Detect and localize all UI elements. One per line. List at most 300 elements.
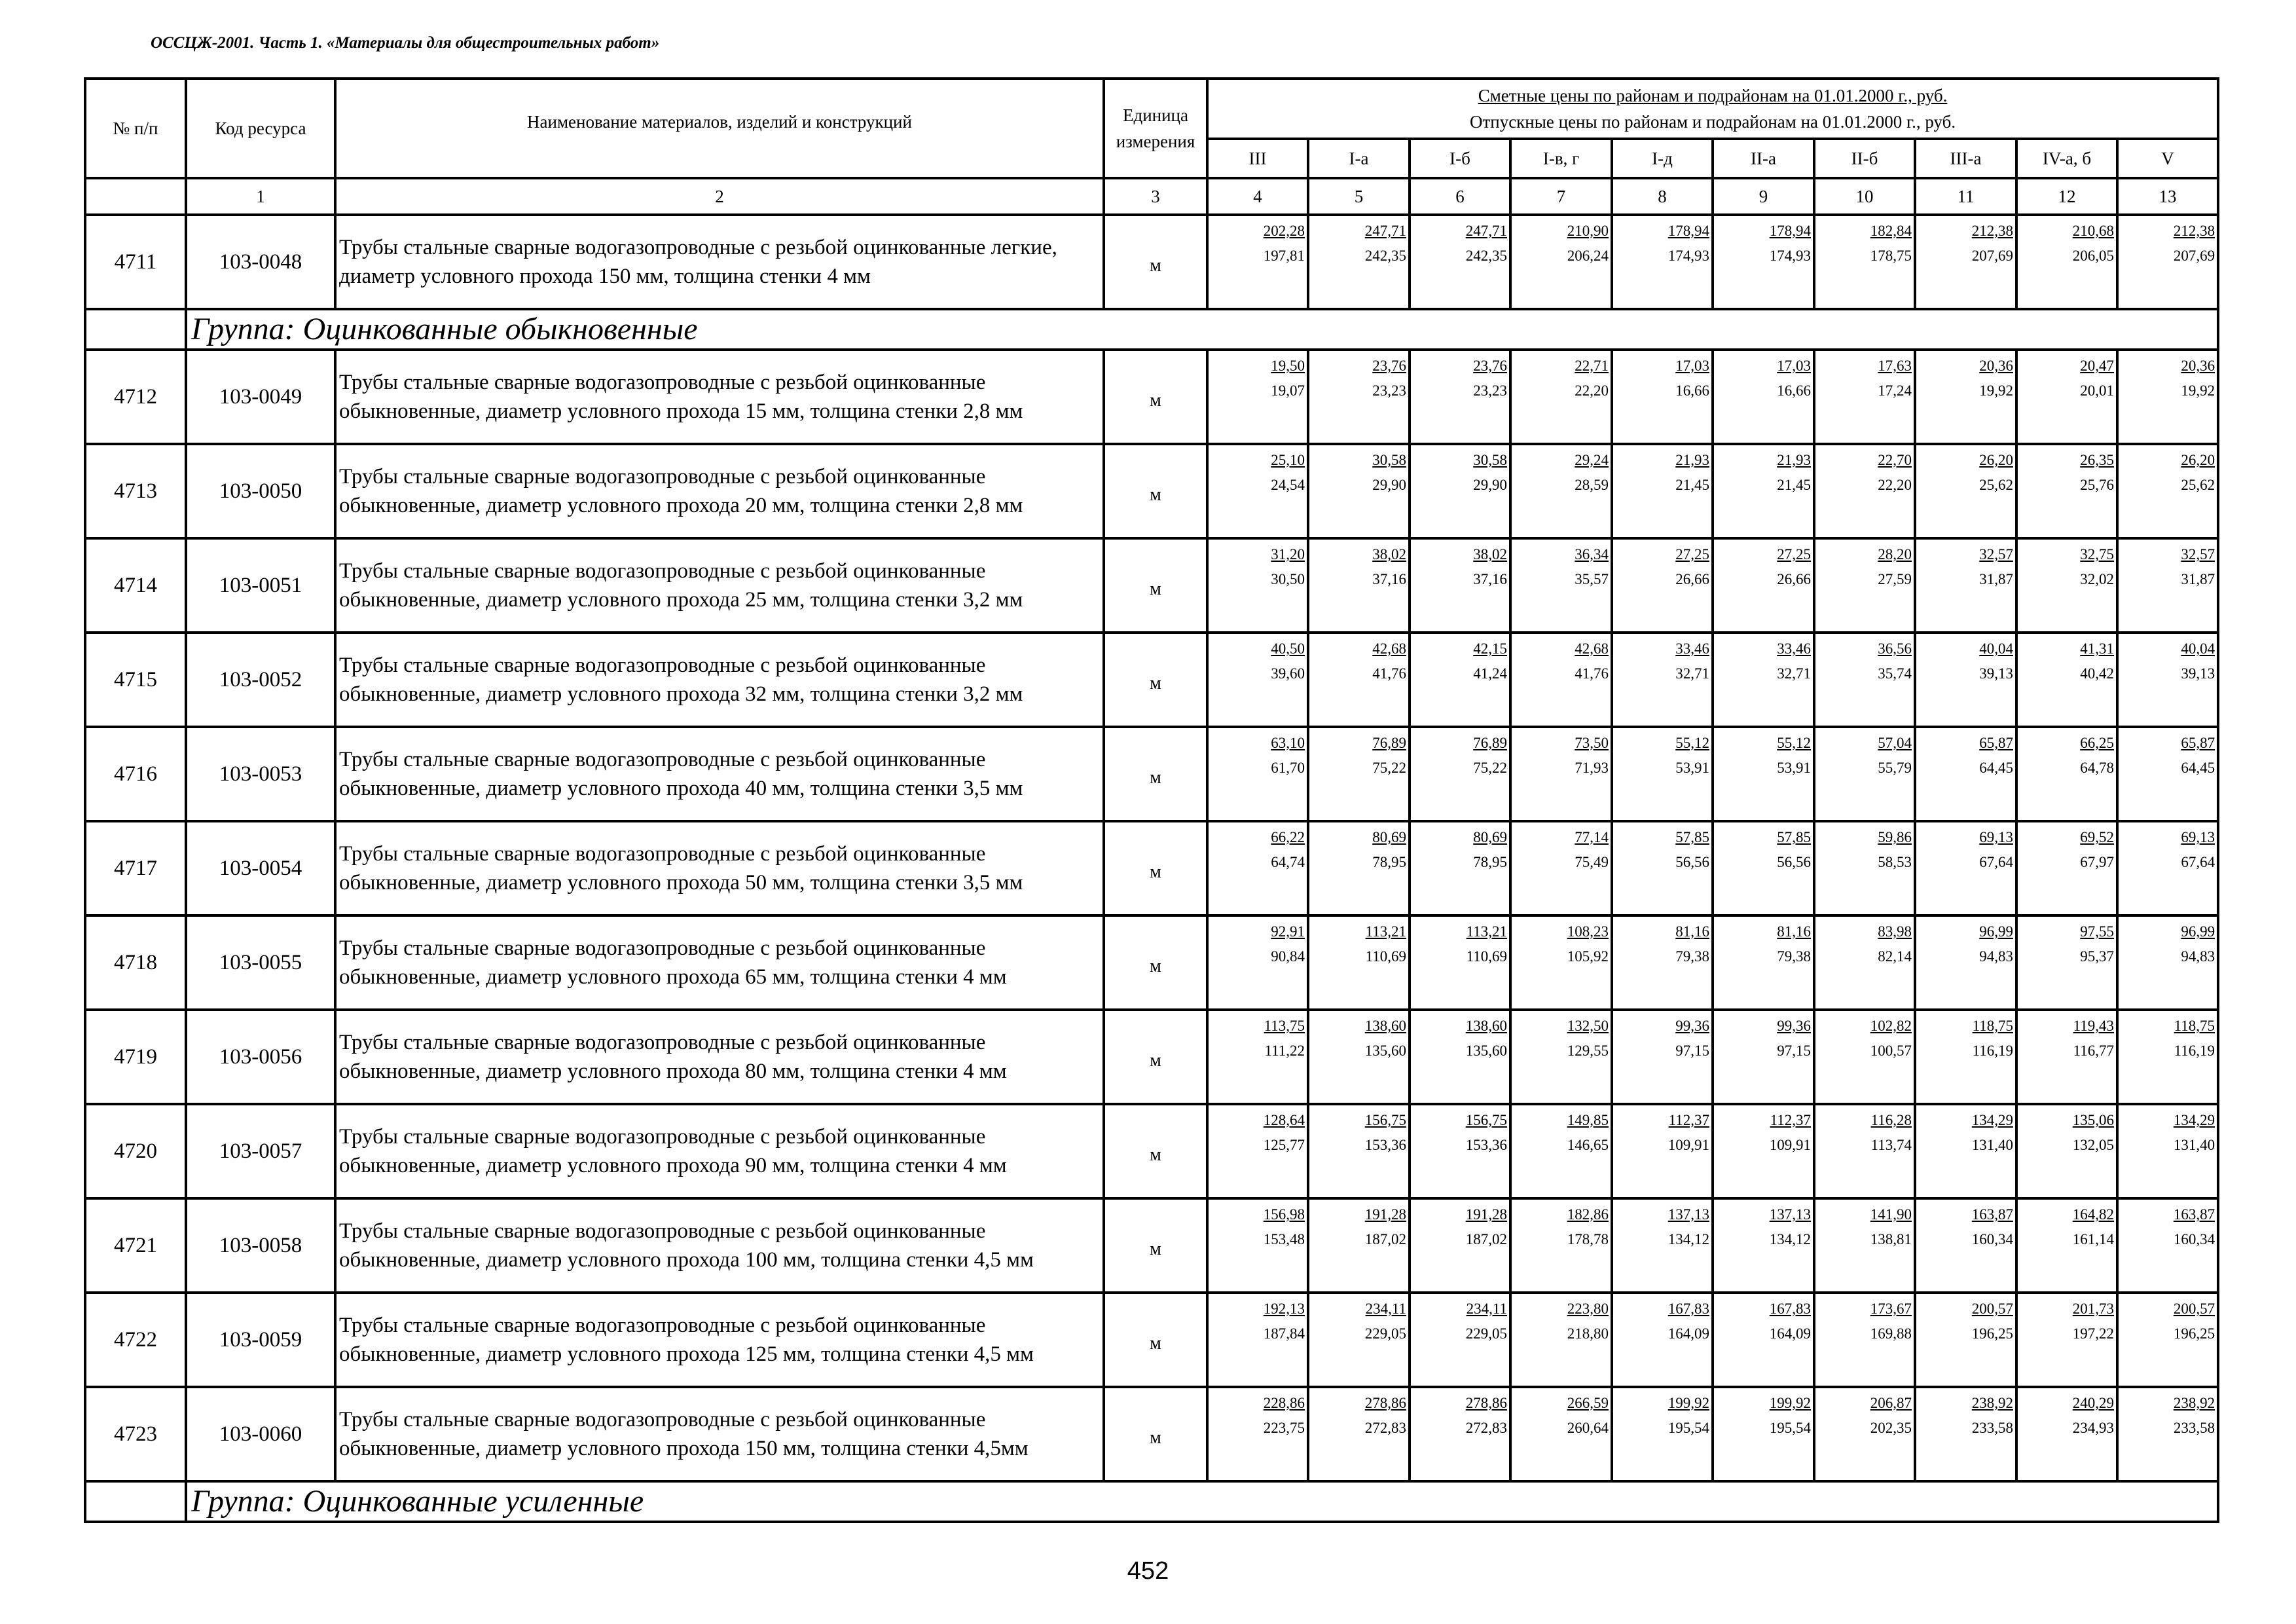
district-header: II-а <box>1713 139 1814 178</box>
release-price: 53,91 <box>1675 760 1709 776</box>
price-cell <box>2117 444 2218 538</box>
estimate-price: 57,85 <box>1675 829 1709 845</box>
price-cell <box>1814 1010 1915 1104</box>
row-number: 4714 <box>85 538 186 633</box>
material-name: Трубы стальные сварные водогазопроводные с резьбой оцинкованные обыкновенные, диаметр условного прохода 100 мм, толщина стенки 4,5 мм <box>335 1198 1104 1293</box>
release-price: 95,37 <box>2080 948 2114 965</box>
estimate-price: 192,13 <box>1263 1301 1305 1317</box>
estimate-price: 17,63 <box>1878 358 1912 374</box>
column-number: 5 <box>1308 178 1410 215</box>
release-price: 26,66 <box>1777 571 1811 587</box>
estimate-price: 25,10 <box>1271 452 1305 468</box>
estimate-price: 200,57 <box>1971 1301 2013 1317</box>
price-cell <box>1410 633 1510 727</box>
release-price: 22,20 <box>1878 477 1912 493</box>
release-price: 37,16 <box>1473 571 1507 587</box>
price-cell <box>2016 915 2117 1010</box>
release-price: 153,36 <box>1364 1137 1406 1153</box>
estimate-price: 81,16 <box>1675 923 1709 940</box>
release-price: 67,97 <box>2080 854 2114 870</box>
district-header: I-в, г <box>1510 139 1612 178</box>
estimate-price: 238,92 <box>2173 1395 2215 1411</box>
release-price: 113,74 <box>1870 1137 1912 1153</box>
estimate-price: 156,75 <box>1364 1112 1406 1128</box>
release-price: 20,01 <box>2080 382 2114 399</box>
price-cell <box>1207 538 1308 633</box>
resource-code: 103-0056 <box>186 1010 335 1104</box>
release-price: 35,74 <box>1878 665 1912 682</box>
price-cell <box>1207 215 1308 309</box>
row-number: 4722 <box>85 1293 186 1387</box>
material-name: Трубы стальные сварные водогазопроводные с резьбой оцинкованные обыкновенные, диаметр условного прохода 20 мм, толщина стенки 2,8 мм <box>335 444 1104 538</box>
price-cell <box>1207 1104 1308 1198</box>
price-cell <box>1410 215 1510 309</box>
release-price: 41,76 <box>1575 665 1609 682</box>
estimate-price: 278,86 <box>1465 1395 1507 1411</box>
estimate-price: 59,86 <box>1878 829 1912 845</box>
price-cell <box>1915 350 2016 444</box>
estimate-price: 22,71 <box>1575 358 1609 374</box>
price-cell <box>1510 350 1612 444</box>
material-name: Трубы стальные сварные водогазопроводные с резьбой оцинкованные обыкновенные, диаметр условного прохода 25 мм, толщина стенки 3,2 мм <box>335 538 1104 633</box>
estimate-price: 30,58 <box>1473 452 1507 468</box>
estimate-price: 167,83 <box>1769 1301 1811 1317</box>
unit-cell: м <box>1104 1198 1207 1293</box>
release-price: 97,15 <box>1675 1043 1709 1059</box>
price-cell <box>2016 1387 2117 1481</box>
price-cell <box>1713 444 1814 538</box>
price-cell <box>1308 1104 1410 1198</box>
release-price: 97,15 <box>1777 1043 1811 1059</box>
estimate-price: 247,71 <box>1465 223 1507 239</box>
resource-code: 103-0053 <box>186 727 335 821</box>
price-cell <box>1308 1387 1410 1481</box>
release-price: 187,84 <box>1263 1325 1305 1342</box>
estimate-price: 76,89 <box>1372 735 1406 751</box>
table-row <box>85 350 2218 444</box>
release-price: 160,34 <box>2173 1231 2215 1247</box>
district-header: IV-а, б <box>2016 139 2117 178</box>
price-cell <box>2117 915 2218 1010</box>
estimate-price: 238,92 <box>1971 1395 2013 1411</box>
estimate-price: 65,87 <box>2181 735 2215 751</box>
release-price: 272,83 <box>1364 1420 1406 1436</box>
release-price: 110,69 <box>1365 948 1406 965</box>
estimate-price: 173,67 <box>1870 1301 1912 1317</box>
estimate-price: 178,94 <box>1769 223 1811 239</box>
release-price: 242,35 <box>1465 248 1507 264</box>
release-price: 196,25 <box>1971 1325 2013 1342</box>
price-cell <box>1207 1010 1308 1104</box>
district-header: III-а <box>1915 139 2016 178</box>
release-price: 55,79 <box>1878 760 1912 776</box>
estimate-price: 191,28 <box>1364 1206 1406 1223</box>
release-price: 28,59 <box>1575 477 1609 493</box>
estimate-price: 134,29 <box>1971 1112 2013 1128</box>
table-row <box>85 1104 2218 1198</box>
estimate-price: 28,20 <box>1878 546 1912 563</box>
estimate-price: 42,68 <box>1575 640 1609 657</box>
col-header-prices <box>1207 79 2218 139</box>
estimate-price: 26,20 <box>2181 452 2215 468</box>
estimate-price: 116,28 <box>1870 1112 1912 1128</box>
price-cell <box>1612 821 1713 915</box>
table-row <box>85 1010 2218 1104</box>
release-price: 79,38 <box>1777 948 1811 965</box>
price-cell <box>1510 444 1612 538</box>
district-header: V <box>2117 139 2218 178</box>
estimate-price: 36,56 <box>1878 640 1912 657</box>
price-cell <box>1612 915 1713 1010</box>
release-price: 39,60 <box>1271 665 1305 682</box>
estimate-price: 141,90 <box>1870 1206 1912 1223</box>
price-cell <box>2117 1198 2218 1293</box>
price-cell <box>1410 727 1510 821</box>
release-price: 229,05 <box>1364 1325 1406 1342</box>
price-cell <box>2117 215 2218 309</box>
release-price: 116,19 <box>1972 1043 2013 1059</box>
estimate-price: 182,86 <box>1567 1206 1609 1223</box>
group-row <box>85 309 2218 350</box>
price-cell <box>2016 1104 2117 1198</box>
estimate-price: 81,16 <box>1777 923 1811 940</box>
price-cell <box>1510 821 1612 915</box>
estimate-price: 163,87 <box>1971 1206 2013 1223</box>
column-number: 13 <box>2117 178 2218 215</box>
release-price: 58,53 <box>1878 854 1912 870</box>
estimate-price: 20,47 <box>2080 358 2114 374</box>
price-cell <box>2117 633 2218 727</box>
estimate-price: 65,87 <box>1979 735 2013 751</box>
price-cell <box>2016 821 2117 915</box>
price-cell <box>1915 1104 2016 1198</box>
unit-cell: м <box>1104 215 1207 309</box>
price-cell <box>1814 727 1915 821</box>
row-number: 4721 <box>85 1198 186 1293</box>
release-price: 25,62 <box>2181 477 2215 493</box>
price-cell <box>1612 444 1713 538</box>
price-cell <box>1410 350 1510 444</box>
estimate-price: 83,98 <box>1878 923 1912 940</box>
material-name: Трубы стальные сварные водогазопроводные с резьбой оцинкованные обыкновенные, диаметр условного прохода 150 мм, толщина стенки 4,5мм <box>335 1387 1104 1481</box>
estimate-price: 132,50 <box>1567 1018 1609 1034</box>
resource-code: 103-0059 <box>186 1293 335 1387</box>
resource-code: 103-0055 <box>186 915 335 1010</box>
estimate-price: 266,59 <box>1567 1395 1609 1411</box>
release-price: 41,76 <box>1372 665 1406 682</box>
release-price: 75,22 <box>1473 760 1507 776</box>
price-cell <box>1814 633 1915 727</box>
price-cell <box>1612 1293 1713 1387</box>
release-price: 206,05 <box>2072 248 2114 264</box>
estimate-price: 96,99 <box>1979 923 2013 940</box>
price-cell <box>1308 915 1410 1010</box>
estimate-price: 202,28 <box>1263 223 1305 239</box>
release-price: 67,64 <box>2181 854 2215 870</box>
price-cell <box>1915 215 2016 309</box>
price-cell <box>1207 915 1308 1010</box>
estimate-price: 66,25 <box>2080 735 2114 751</box>
release-price: 187,02 <box>1364 1231 1406 1247</box>
release-price: 187,02 <box>1465 1231 1507 1247</box>
price-cell <box>2016 727 2117 821</box>
release-price: 71,93 <box>1575 760 1609 776</box>
table-row <box>85 444 2218 538</box>
release-price: 39,13 <box>1979 665 2013 682</box>
resource-code: 103-0060 <box>186 1387 335 1481</box>
price-cell <box>2117 821 2218 915</box>
price-cell <box>1510 915 1612 1010</box>
price-cell <box>1510 1198 1612 1293</box>
estimate-price: 32,57 <box>2181 546 2215 563</box>
release-price: 32,71 <box>1777 665 1811 682</box>
release-price: 153,48 <box>1263 1231 1305 1247</box>
estimate-price: 234,11 <box>1466 1301 1507 1317</box>
release-price: 131,40 <box>1971 1137 2013 1153</box>
estimate-price: 210,68 <box>2072 223 2114 239</box>
release-price: 272,83 <box>1465 1420 1507 1436</box>
unit-cell: м <box>1104 350 1207 444</box>
estimate-price: 247,71 <box>1364 223 1406 239</box>
col-header-unit: Единица измерения <box>1104 79 1207 178</box>
price-cell <box>1713 915 1814 1010</box>
material-name: Трубы стальные сварные водогазопроводные с резьбой оцинкованные обыкновенные, диаметр условного прохода 125 мм, толщина стенки 4,5 мм <box>335 1293 1104 1387</box>
estimate-price: 22,70 <box>1878 452 1912 468</box>
estimate-price: 32,57 <box>1979 546 2013 563</box>
material-name: Трубы стальные сварные водогазопроводные с резьбой оцинкованные обыкновенные, диаметр условного прохода 80 мм, толщина стенки 4 мм <box>335 1010 1104 1104</box>
price-cell <box>1915 915 2016 1010</box>
release-price: 178,78 <box>1567 1231 1609 1247</box>
estimate-price: 149,85 <box>1567 1112 1609 1128</box>
price-table <box>84 77 2219 1523</box>
release-price: 64,74 <box>1271 854 1305 870</box>
price-cell <box>1814 915 1915 1010</box>
group-row <box>85 1481 2218 1522</box>
price-cell <box>1510 727 1612 821</box>
release-price: 110,69 <box>1466 948 1507 965</box>
resource-code: 103-0052 <box>186 633 335 727</box>
estimate-price: 178,94 <box>1667 223 1709 239</box>
estimate-price: 199,92 <box>1769 1395 1811 1411</box>
material-name: Трубы стальные сварные водогазопроводные с резьбой оцинкованные обыкновенные, диаметр условного прохода 15 мм, толщина стенки 2,8 мм <box>335 350 1104 444</box>
price-cell <box>1207 350 1308 444</box>
release-price: 218,80 <box>1567 1325 1609 1342</box>
price-cell <box>1612 727 1713 821</box>
release-price: 41,24 <box>1473 665 1507 682</box>
release-price: 23,23 <box>1473 382 1507 399</box>
price-cell <box>1713 215 1814 309</box>
release-price: 37,16 <box>1372 571 1406 587</box>
estimate-price: 41,31 <box>2080 640 2114 657</box>
running-header: ОССЦЖ-2001. Часть 1. «Материалы для общестроительных работ» <box>151 34 660 52</box>
release-price: 132,05 <box>2072 1137 2114 1153</box>
price-cell <box>1510 1010 1612 1104</box>
estimate-price: 21,93 <box>1777 452 1811 468</box>
column-number: 8 <box>1612 178 1713 215</box>
release-price: 27,59 <box>1878 571 1912 587</box>
release-price: 25,62 <box>1979 477 2013 493</box>
material-name: Трубы стальные сварные водогазопроводные с резьбой оцинкованные обыкновенные, диаметр условного прохода 40 мм, толщина стенки 3,5 мм <box>335 727 1104 821</box>
district-header: II-б <box>1814 139 1915 178</box>
unit-cell: м <box>1104 538 1207 633</box>
estimate-price: 73,50 <box>1575 735 1609 751</box>
row-number: 4713 <box>85 444 186 538</box>
col-header-num: № п/п <box>85 79 186 178</box>
estimate-price: 31,20 <box>1271 546 1305 563</box>
column-number: 3 <box>1104 178 1207 215</box>
row-number: 4720 <box>85 1104 186 1198</box>
price-cell <box>2117 1387 2218 1481</box>
estimate-price: 137,13 <box>1769 1206 1811 1223</box>
price-cell <box>1308 538 1410 633</box>
price-cell <box>2117 538 2218 633</box>
release-price: 207,69 <box>1971 248 2013 264</box>
price-cell <box>1612 1104 1713 1198</box>
estimate-price: 19,50 <box>1271 358 1305 374</box>
column-number: 11 <box>1915 178 2016 215</box>
price-cell <box>1814 444 1915 538</box>
release-price: 135,60 <box>1465 1043 1507 1059</box>
estimate-price: 167,83 <box>1667 1301 1709 1317</box>
price-cell <box>1713 538 1814 633</box>
release-price: 109,91 <box>1667 1137 1709 1153</box>
release-price: 195,54 <box>1769 1420 1811 1436</box>
price-cell <box>1915 1293 2016 1387</box>
price-cell <box>1410 538 1510 633</box>
release-price: 64,45 <box>2181 760 2215 776</box>
price-cell <box>1814 538 1915 633</box>
estimate-price: 210,90 <box>1567 223 1609 239</box>
estimate-price: 118,75 <box>1972 1018 2013 1034</box>
estimate-price: 20,36 <box>1979 358 2013 374</box>
estimate-price: 69,52 <box>2080 829 2114 845</box>
page-number: 452 <box>1127 1557 1169 1585</box>
column-number: 12 <box>2016 178 2117 215</box>
resource-code: 103-0051 <box>186 538 335 633</box>
column-number: 2 <box>335 178 1104 215</box>
estimate-price: 182,84 <box>1870 223 1912 239</box>
price-cell <box>2016 350 2117 444</box>
release-price: 111,22 <box>1264 1043 1305 1059</box>
column-number: 4 <box>1207 178 1308 215</box>
estimate-price: 36,34 <box>1575 546 1609 563</box>
price-cell <box>1814 1293 1915 1387</box>
estimate-price: 55,12 <box>1777 735 1811 751</box>
price-cell <box>1410 915 1510 1010</box>
price-cell <box>1308 1293 1410 1387</box>
price-cell <box>1915 821 2016 915</box>
price-cell <box>1207 444 1308 538</box>
material-name: Трубы стальные сварные водогазопроводные с резьбой оцинкованные обыкновенные, диаметр условного прохода 32 мм, толщина стенки 3,2 мм <box>335 633 1104 727</box>
resource-code: 103-0048 <box>186 215 335 309</box>
price-cell <box>1510 1293 1612 1387</box>
release-price: 31,87 <box>2181 571 2215 587</box>
price-cell <box>1410 821 1510 915</box>
unit-cell: м <box>1104 1010 1207 1104</box>
estimate-price: 66,22 <box>1271 829 1305 845</box>
estimate-price: 57,85 <box>1777 829 1811 845</box>
estimate-price: 191,28 <box>1465 1206 1507 1223</box>
release-price: 32,02 <box>2080 571 2114 587</box>
release-price: 75,22 <box>1372 760 1406 776</box>
release-price: 134,12 <box>1769 1231 1811 1247</box>
price-cell <box>1814 1104 1915 1198</box>
release-price: 82,14 <box>1878 948 1912 965</box>
estimate-price: 17,03 <box>1777 358 1811 374</box>
col-header-code: Код ресурса <box>186 79 335 178</box>
estimate-price: 118,75 <box>2174 1018 2215 1034</box>
price-cell <box>1814 350 1915 444</box>
price-cell <box>1410 1010 1510 1104</box>
material-name: Трубы стальные сварные водогазопроводные с резьбой оцинкованные обыкновенные, диаметр условного прохода 90 мм, толщина стенки 4 мм <box>335 1104 1104 1198</box>
price-cell <box>1207 633 1308 727</box>
release-price: 100,57 <box>1870 1043 1912 1059</box>
estimate-price: 137,13 <box>1667 1206 1709 1223</box>
estimate-price: 113,21 <box>1466 923 1507 940</box>
estimate-price: 128,64 <box>1263 1112 1305 1128</box>
unit-cell: м <box>1104 444 1207 538</box>
release-price: 229,05 <box>1465 1325 1507 1342</box>
group-title: Группа: Оцинкованные усиленные <box>186 1481 2218 1522</box>
release-price: 131,40 <box>2173 1137 2215 1153</box>
price-cell <box>1308 215 1410 309</box>
release-price: 164,09 <box>1769 1325 1811 1342</box>
release-price: 129,55 <box>1567 1043 1609 1059</box>
row-number: 4711 <box>85 215 186 309</box>
estimate-price: 27,25 <box>1777 546 1811 563</box>
estimate-price: 134,29 <box>2173 1112 2215 1128</box>
district-header: I-б <box>1410 139 1510 178</box>
table-row <box>85 821 2218 915</box>
price-cell <box>1915 538 2016 633</box>
price-cell <box>1915 1010 2016 1104</box>
price-cell <box>1612 633 1713 727</box>
release-price: 174,93 <box>1667 248 1709 264</box>
row-number: 4715 <box>85 633 186 727</box>
release-price: 223,75 <box>1263 1420 1305 1436</box>
price-cell <box>2016 1293 2117 1387</box>
estimate-price: 40,50 <box>1271 640 1305 657</box>
group-num-cell <box>85 309 186 350</box>
price-cell <box>2016 633 2117 727</box>
resource-code: 103-0050 <box>186 444 335 538</box>
row-number: 4717 <box>85 821 186 915</box>
price-cell <box>1612 538 1713 633</box>
group-num-cell <box>85 1481 186 1522</box>
price-cell <box>1410 1293 1510 1387</box>
estimate-price: 80,69 <box>1372 829 1406 845</box>
table-row <box>85 915 2218 1010</box>
price-cell <box>1612 1010 1713 1104</box>
table-row <box>85 1293 2218 1387</box>
release-price: 23,23 <box>1372 382 1406 399</box>
price-cell <box>2016 538 2117 633</box>
unit-cell: м <box>1104 1104 1207 1198</box>
price-cell <box>1207 1198 1308 1293</box>
estimate-price: 135,06 <box>2072 1112 2114 1128</box>
estimate-price: 201,73 <box>2072 1301 2114 1317</box>
material-name: Трубы стальные сварные водогазопроводные с резьбой оцинкованные обыкновенные, диаметр условного прохода 50 мм, толщина стенки 3,5 мм <box>335 821 1104 915</box>
release-price: 164,09 <box>1667 1325 1709 1342</box>
release-price: 19,92 <box>1979 382 2013 399</box>
price-cell <box>1713 350 1814 444</box>
unit-cell: м <box>1104 915 1207 1010</box>
estimate-price: 99,36 <box>1675 1018 1709 1034</box>
district-header: III <box>1207 139 1308 178</box>
estimate-price: 99,36 <box>1777 1018 1811 1034</box>
price-cell <box>1713 1293 1814 1387</box>
estimate-price: 17,03 <box>1675 358 1709 374</box>
